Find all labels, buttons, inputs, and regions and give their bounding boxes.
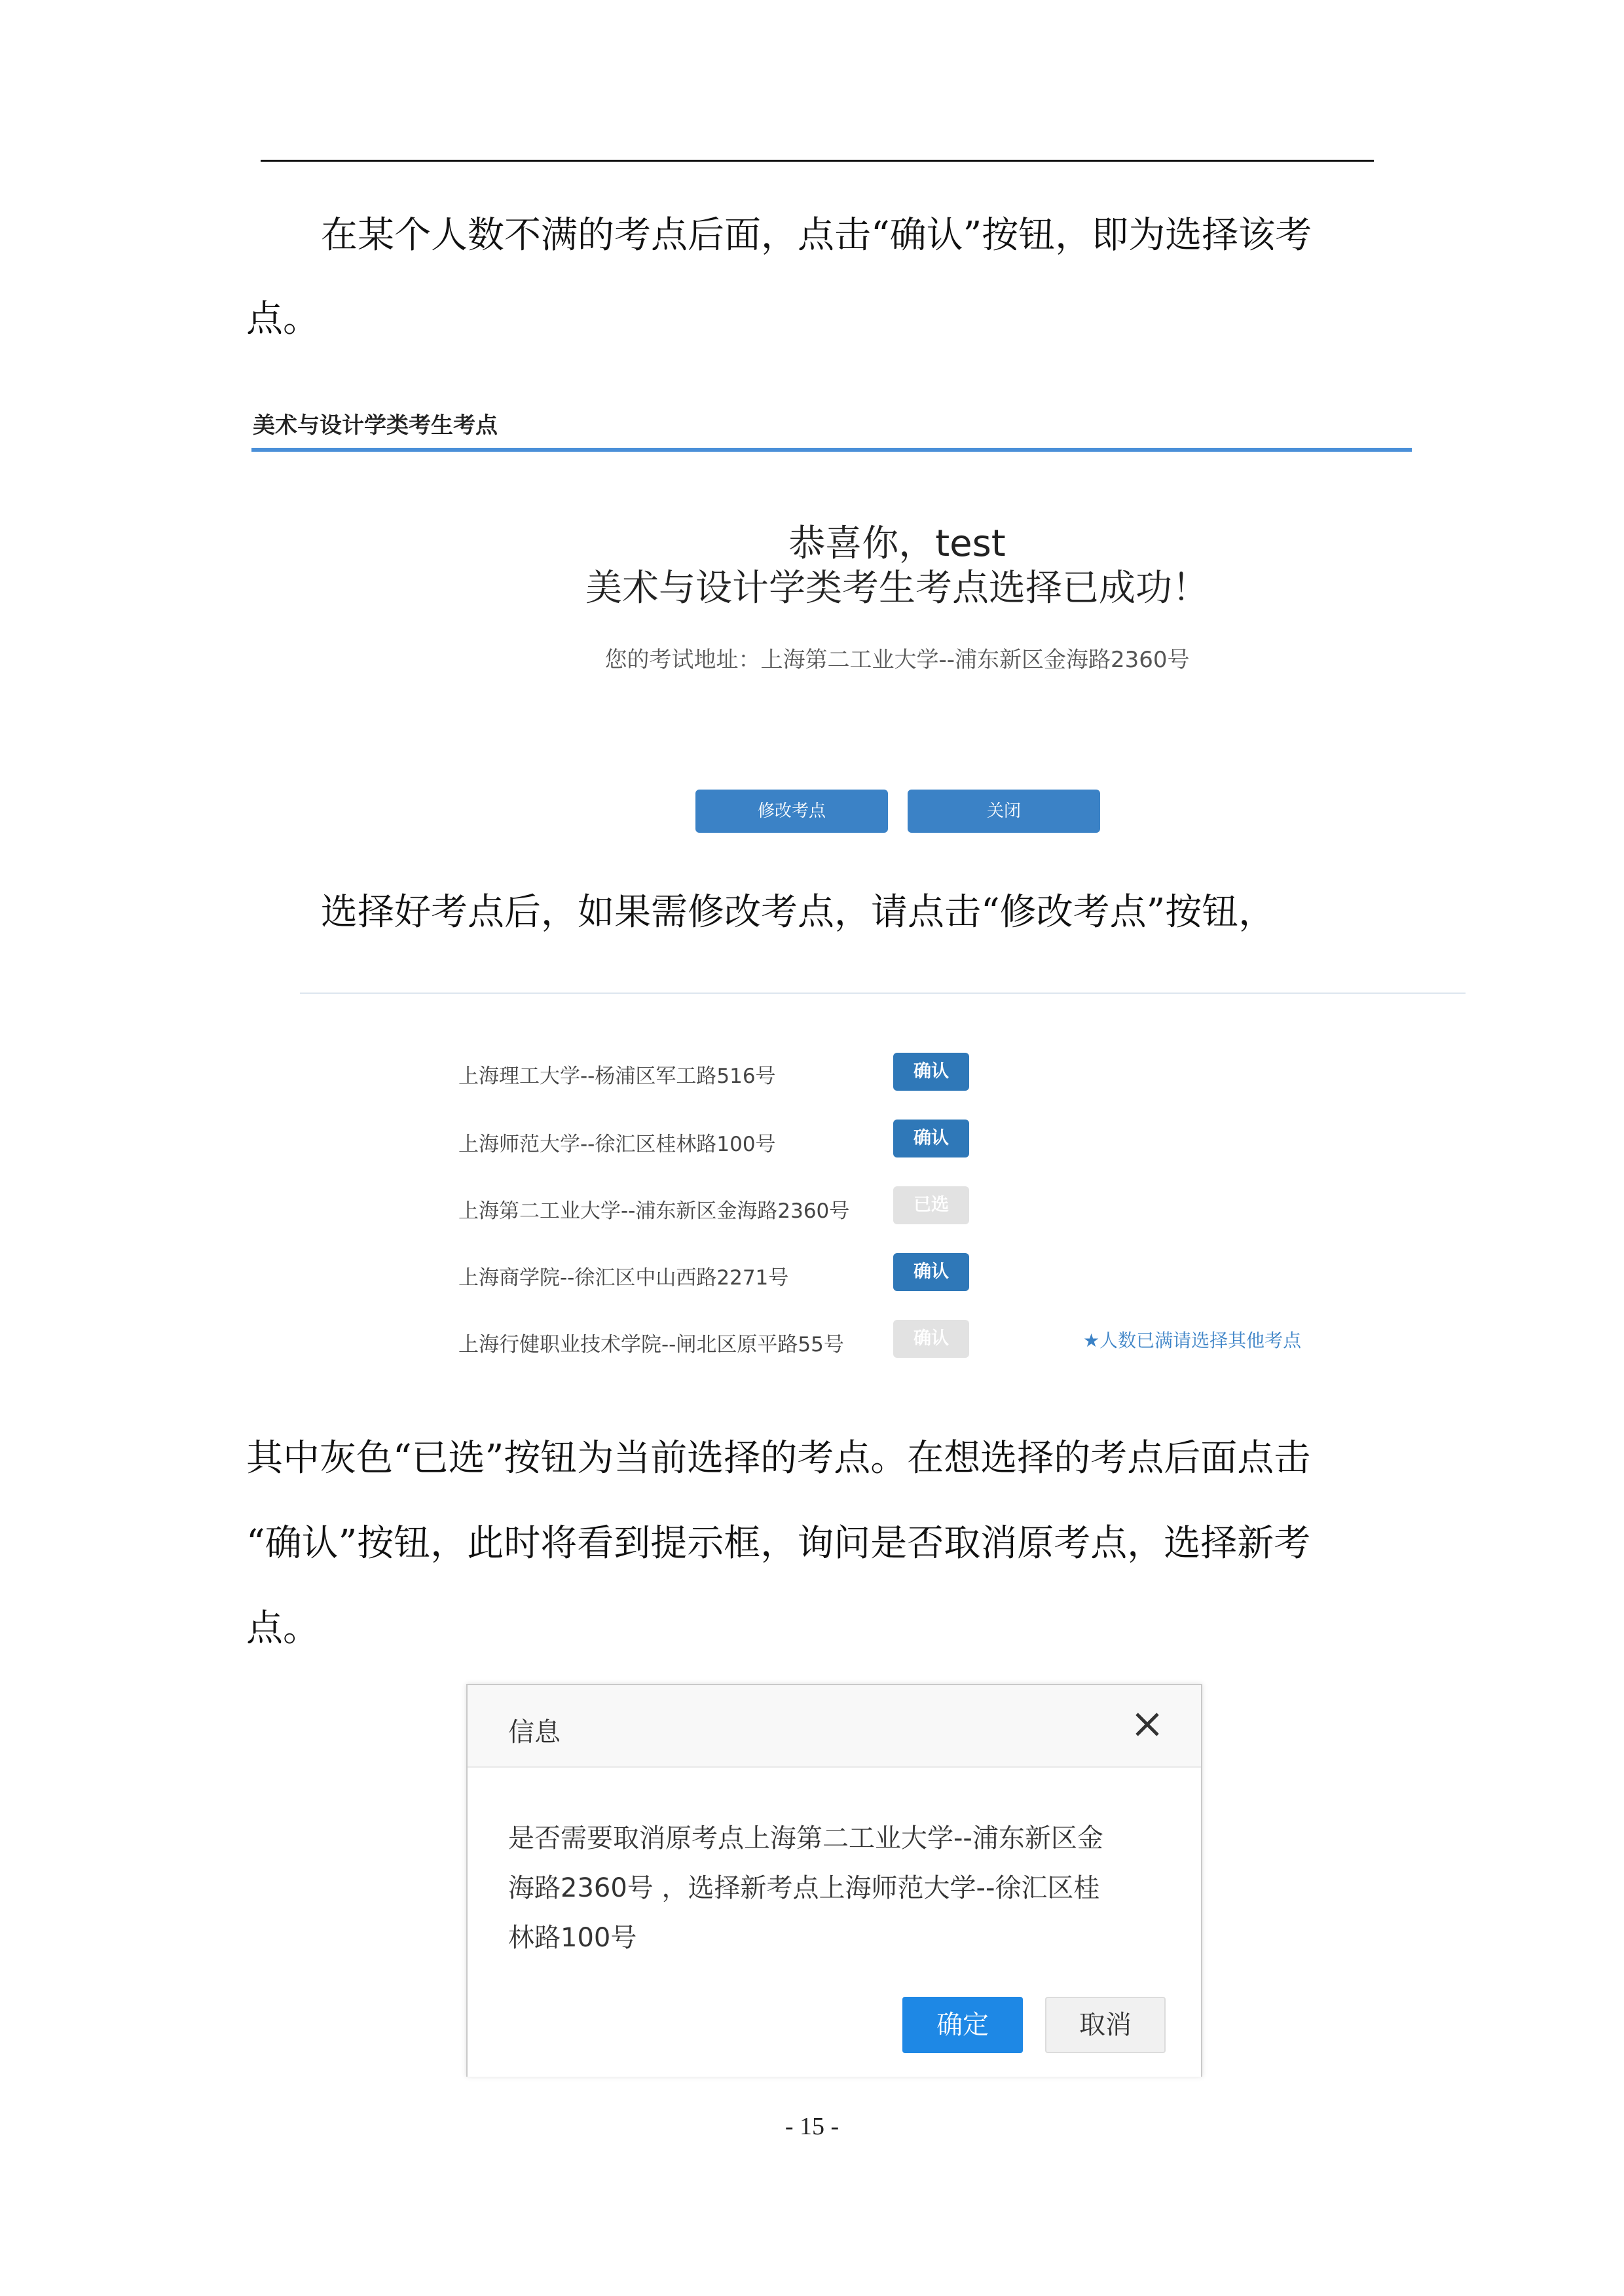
site-row-label: 上海第二工业大学--浦东新区金海路2360号 xyxy=(458,1199,850,1223)
site-row-label: 上海师范大学--徐汇区桂林路100号 xyxy=(458,1133,776,1156)
congrats-line-1: 恭喜你，test xyxy=(788,522,1006,565)
confirm-button[interactable]: 确认 xyxy=(893,1253,969,1291)
ok-button[interactable]: 确定 xyxy=(902,1997,1023,2053)
header-rule xyxy=(261,160,1374,162)
close-button[interactable]: 关闭 xyxy=(908,790,1100,833)
panel-title-underline xyxy=(251,448,1412,452)
panel-title: 美术与设计学类考生考点 xyxy=(253,412,498,439)
paragraph-1-line-1: 在某个人数不满的考点后面，点击“确认”按钮，即为选择该考 xyxy=(321,214,1312,257)
site-row-label: 上海理工大学--杨浦区军工路516号 xyxy=(458,1065,776,1088)
confirm-button[interactable]: 确认 xyxy=(893,1120,969,1157)
site-row-label: 上海商学院--徐汇区中山西路2271号 xyxy=(458,1266,789,1290)
dialog-message-line: 是否需要取消原考点上海第二工业大学--浦东新区金 xyxy=(508,1823,1103,1853)
cancel-button[interactable]: 取消 xyxy=(1045,1997,1166,2053)
confirm-dialog xyxy=(466,1684,1202,2077)
paragraph-1-line-2: 点。 xyxy=(246,298,320,340)
page-number: - 15 - xyxy=(784,2113,840,2140)
paragraph-3-line-3: 点。 xyxy=(246,1607,320,1650)
dialog-header xyxy=(468,1685,1201,1768)
close-icon[interactable] xyxy=(1129,1706,1166,1743)
dialog-message-line: 海路2360号 ，选择新考点上海师范大学--徐汇区桂 xyxy=(508,1873,1100,1903)
dialog-title: 信息 xyxy=(508,1717,561,1747)
paragraph-3-line-1: 其中灰色“已选”按钮为当前选择的考点。在想选择的考点后面点击 xyxy=(246,1437,1311,1480)
paragraph-3-line-2: “确认”按钮，此时将看到提示框，询问是否取消原考点，选择新考 xyxy=(246,1522,1311,1565)
site-row-label: 上海行健职业技术学院--闸北区原平路55号 xyxy=(458,1333,844,1357)
dialog-message-line: 林路100号 xyxy=(508,1923,637,1953)
congrats-line-2: 美术与设计学类考生考点选择已成功！ xyxy=(585,567,1209,610)
dialog-message xyxy=(508,1813,1170,1963)
modify-site-button[interactable]: 修改考点 xyxy=(695,790,888,833)
disabled-confirm-button: 确认 xyxy=(893,1320,969,1358)
selected-button: 已选 xyxy=(893,1186,969,1224)
paragraph-2-line-1: 选择好考点后，如果需修改考点，请点击“修改考点”按钮， xyxy=(321,891,1276,934)
list-top-divider xyxy=(300,993,1466,994)
site-full-note: ★人数已满请选择其他考点 xyxy=(1083,1330,1302,1351)
exam-address: 您的考试地址：上海第二工业大学--浦东新区金海路2360号 xyxy=(604,647,1190,673)
confirm-button[interactable]: 确认 xyxy=(893,1053,969,1091)
